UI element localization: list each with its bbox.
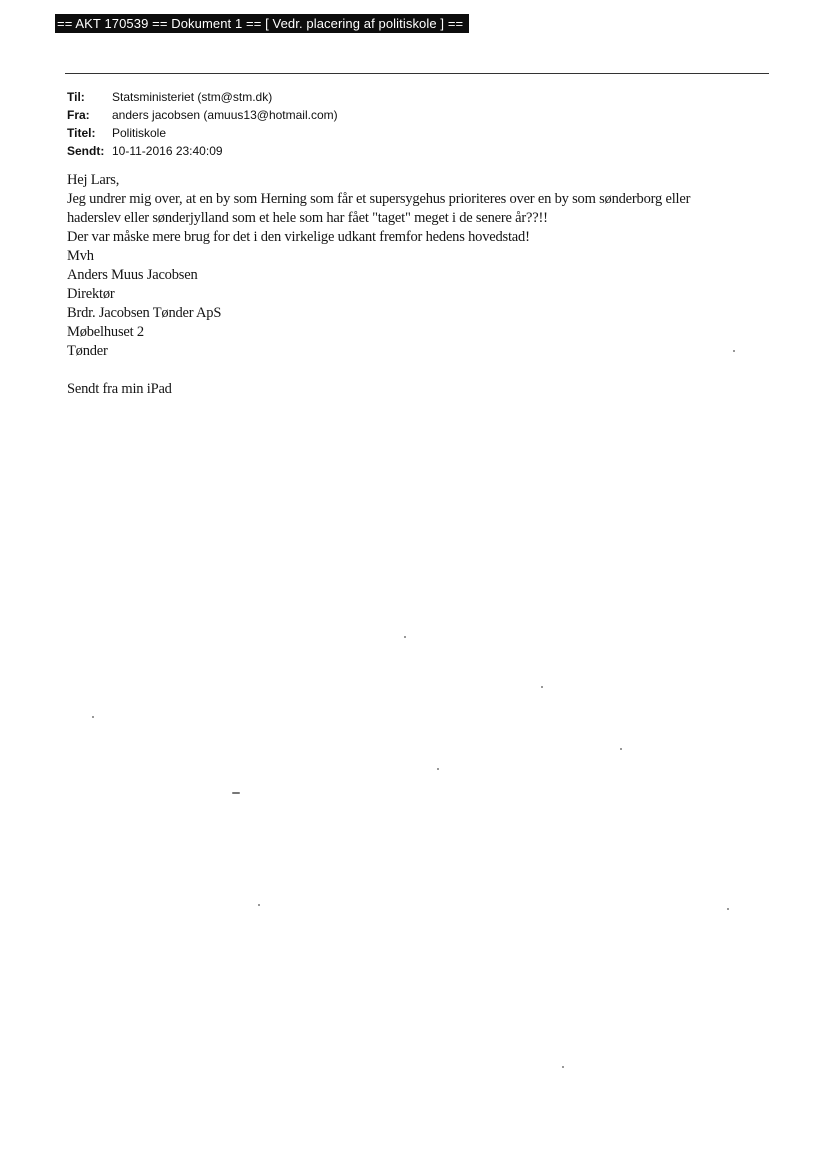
header-divider — [65, 73, 769, 74]
body-line: Der var måske mere brug for det i den virkelige udkant fremfor hedens hovedstad! — [67, 229, 530, 245]
scan-speck — [562, 1066, 564, 1068]
to-value: Statsministeriet (stm@stm.dk) — [112, 90, 273, 104]
signature-title: Direktør — [67, 286, 115, 302]
sent-row — [67, 142, 338, 160]
sent-from-footer: Sendt fra min iPad — [67, 381, 172, 397]
subject-row — [67, 124, 338, 142]
spacer — [67, 361, 767, 380]
to-row — [67, 88, 338, 106]
body-line: haderslev eller sønderjylland som et hele som har fået "taget" meget i de senere år??!! — [67, 210, 548, 226]
subject-value: Politiskole — [112, 126, 167, 140]
scan-speck — [437, 768, 439, 770]
scan-speck — [727, 908, 729, 910]
scan-speck — [404, 636, 406, 638]
document-banner: == AKT 170539 == Dokument 1 == [ Vedr. placering af politiskole ] == — [55, 14, 469, 33]
subject-label: Titel: — [67, 126, 96, 140]
sent-value: 10-11-2016 23:40:09 — [112, 144, 223, 158]
scan-speck — [232, 792, 240, 794]
sent-label: Sendt: — [67, 144, 105, 158]
greeting: Hej Lars, — [67, 172, 120, 188]
from-value: anders jacobsen (amuus13@hotmail.com) — [112, 108, 338, 122]
email-header — [67, 88, 338, 160]
body-line: Jeg undrer mig over, at en by som Herning som får et supersygehus prioriteres over en by som sønderborg eller — [67, 191, 691, 207]
to-label: Til: — [67, 90, 85, 104]
signature-name: Anders Muus Jacobsen — [67, 267, 198, 283]
scan-speck — [541, 686, 543, 688]
from-label: Fra: — [67, 108, 90, 122]
signature-line: Mvh — [67, 248, 94, 264]
email-body — [67, 171, 767, 399]
scan-speck — [620, 748, 622, 750]
from-row — [67, 106, 338, 124]
scan-speck — [733, 350, 735, 352]
signature-address: Møbelhuset 2 — [67, 324, 144, 340]
signature-city: Tønder — [67, 343, 108, 359]
scan-speck — [92, 716, 94, 718]
scan-speck — [258, 904, 260, 906]
signature-company: Brdr. Jacobsen Tønder ApS — [67, 305, 222, 321]
